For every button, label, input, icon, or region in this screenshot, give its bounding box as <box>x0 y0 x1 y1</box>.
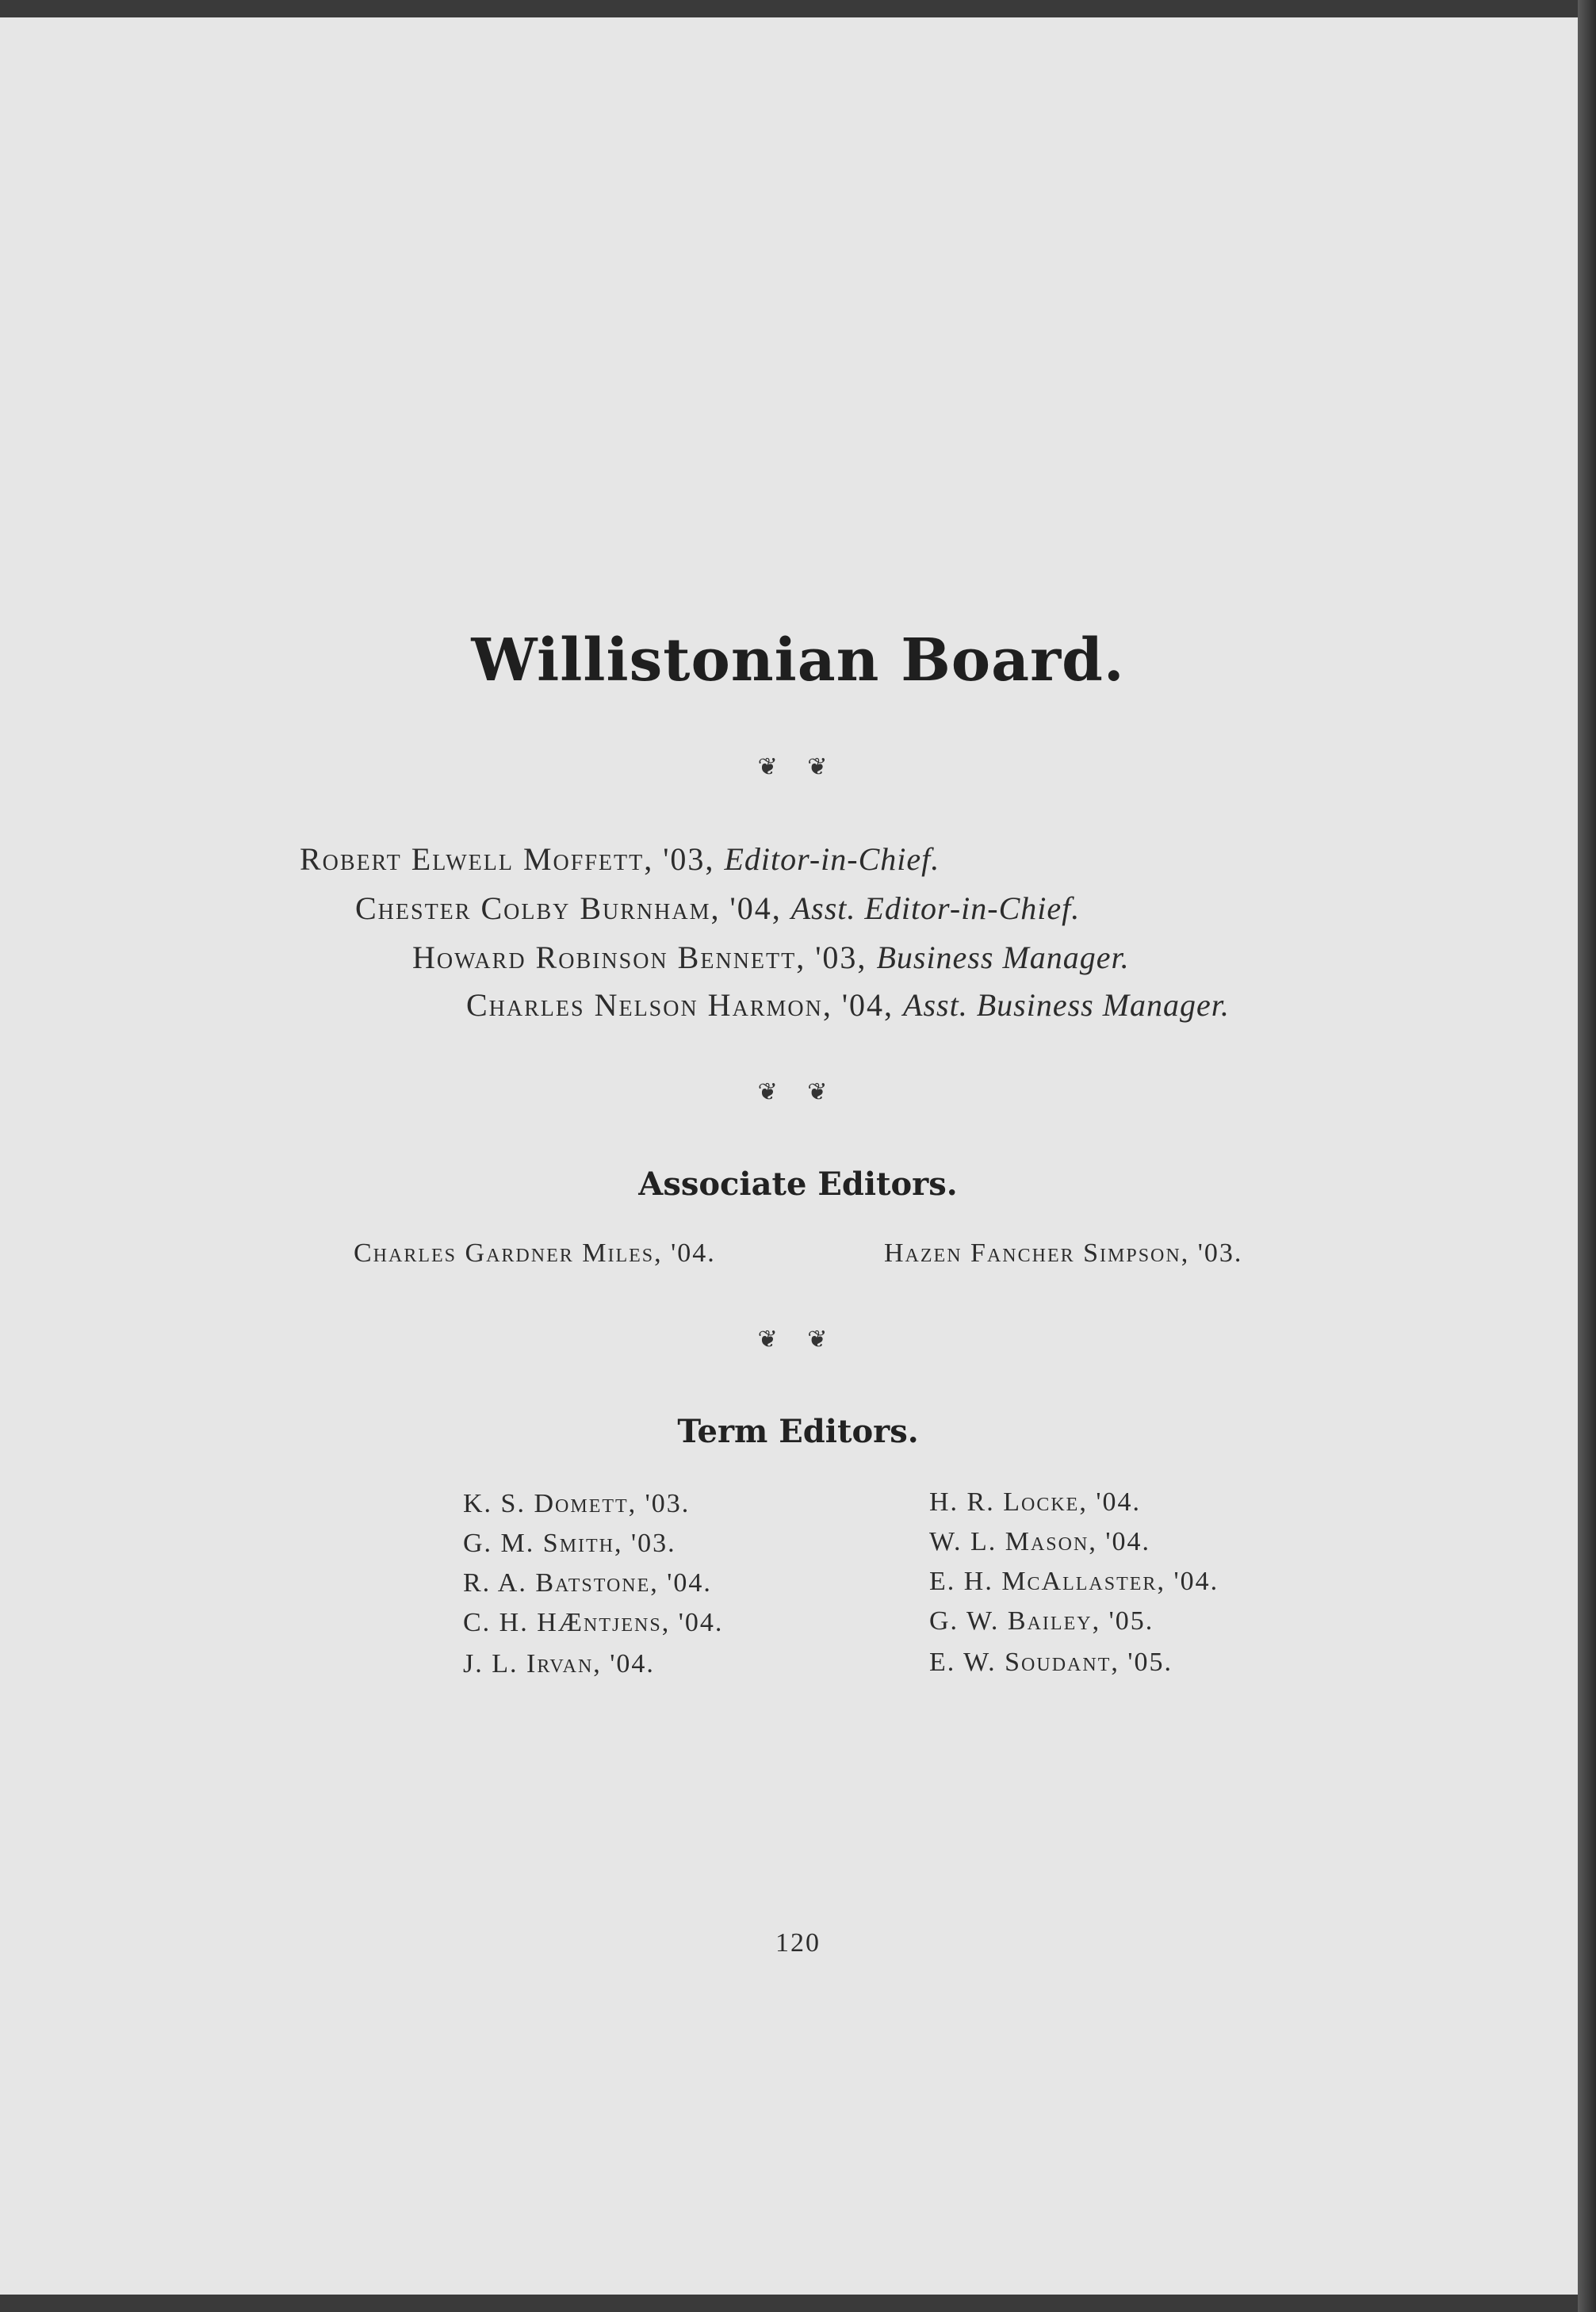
board-member-2 <box>355 890 1080 927</box>
board-member-name: Robert Elwell Moffett <box>300 841 645 877</box>
board-member-3 <box>412 939 1130 976</box>
term-editor-left-5: J. L. Irvan, '04. <box>463 1649 655 1678</box>
fleuron-ornament-1: ❦ ❦ <box>757 753 839 781</box>
board-member-role: Asst. Editor-in-Chief. <box>790 890 1081 926</box>
fleuron-ornament-3: ❦ ❦ <box>757 1326 839 1353</box>
board-member-year: , '04, <box>822 987 904 1023</box>
associate-editors-heading: Associate Editors. <box>638 1166 958 1203</box>
term-editor-left-4: C. H. HÆntjens, '04. <box>463 1608 724 1637</box>
page-title: Willistonian Board. <box>471 626 1125 695</box>
term-editor-right-2: W. L. Mason, '04. <box>929 1527 1150 1556</box>
term-editor-left-2: G. M. Smith, '03. <box>463 1529 676 1558</box>
term-editor-right-3: E. H. McAllaster, '04. <box>929 1567 1219 1596</box>
term-editor-left-3: R. A. Batstone, '04. <box>463 1568 712 1598</box>
page-number: 120 <box>775 1928 821 1958</box>
board-member-year: , '03, <box>796 940 877 975</box>
fleuron-ornament-2: ❦ ❦ <box>757 1078 839 1106</box>
board-member-name: Chester Colby Burnham <box>355 890 711 926</box>
associate-editor-1: Charles Gardner Miles, '04. <box>354 1238 716 1268</box>
associate-editor-2: Hazen Fancher Simpson, '03. <box>884 1238 1243 1268</box>
term-editor-right-1: H. R. Locke, '04. <box>929 1487 1141 1517</box>
term-editor-left-1: K. S. Domett, '03. <box>463 1489 691 1518</box>
board-member-name: Howard Robinson Bennett <box>412 940 797 975</box>
term-editors-heading: Term Editors. <box>677 1413 919 1450</box>
board-member-role: Asst. Business Manager. <box>903 987 1230 1023</box>
board-member-year: , '03, <box>644 841 725 877</box>
board-member-name: Charles Nelson Harmon <box>466 987 823 1023</box>
board-member-year: , '04, <box>710 890 791 926</box>
board-member-4 <box>466 986 1230 1024</box>
term-editor-right-5: E. W. Soudant, '05. <box>929 1648 1173 1677</box>
board-member-1 <box>300 840 940 878</box>
board-member-role: Business Manager. <box>876 940 1130 975</box>
board-member-role: Editor-in-Chief. <box>724 841 940 877</box>
book-spine <box>1578 0 1596 2312</box>
term-editor-right-4: G. W. Bailey, '05. <box>929 1606 1154 1636</box>
